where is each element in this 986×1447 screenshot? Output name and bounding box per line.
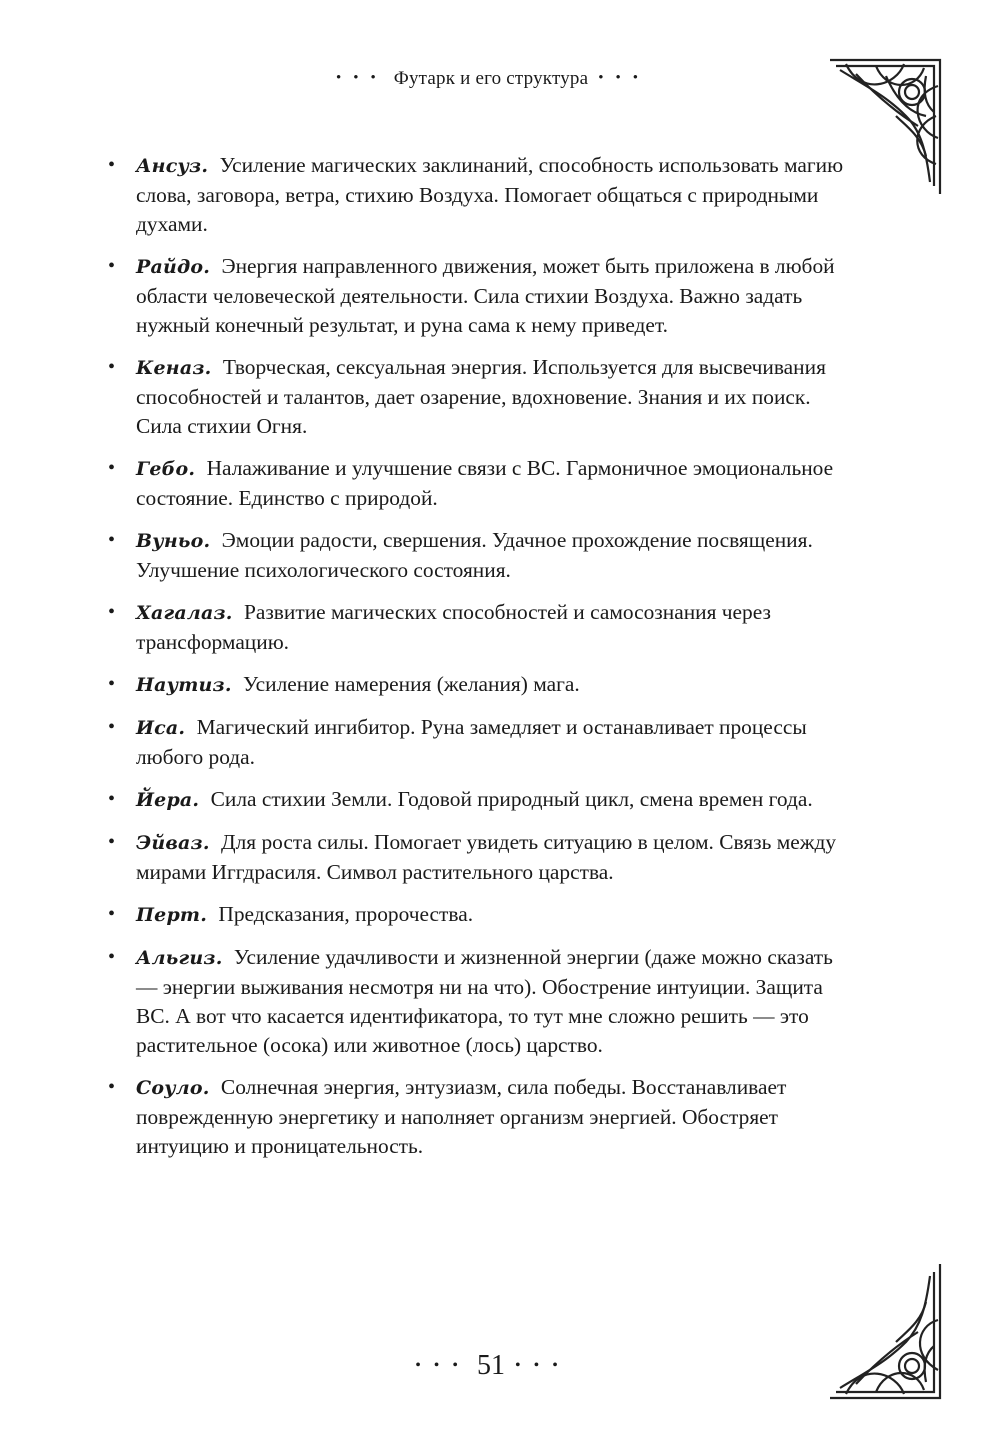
rune-term: Хагалаз. bbox=[136, 602, 233, 624]
footer-dots-right: ••• bbox=[515, 1357, 571, 1374]
rune-list bbox=[104, 151, 854, 1174]
bullet: • bbox=[108, 1076, 116, 1098]
list-item-raido bbox=[104, 252, 854, 340]
bullet: • bbox=[108, 946, 116, 968]
list-item-wunjo bbox=[104, 526, 854, 585]
rune-term: Альгиз. bbox=[136, 947, 223, 969]
rune-term: Гебо. bbox=[136, 458, 196, 480]
header-dots-left: ••• bbox=[336, 70, 388, 86]
rune-term: Вуньо. bbox=[136, 530, 211, 552]
list-item-ansuz bbox=[104, 151, 854, 239]
bullet: • bbox=[108, 601, 116, 623]
list-item-gebo bbox=[104, 454, 854, 513]
bullet: • bbox=[108, 903, 116, 925]
rune-term: Соуло. bbox=[136, 1077, 210, 1099]
page-number: 51 bbox=[477, 1350, 505, 1381]
list-item-hagalaz bbox=[104, 598, 854, 657]
rune-description: Усиление намерения (желания) мага. bbox=[243, 672, 580, 696]
list-item-sowilo bbox=[104, 1073, 854, 1161]
rune-description: Налаживание и улучшение связи с ВС. Гармоничное эмоциональное состояние. Единство с природой. bbox=[136, 456, 834, 510]
header-dots-right: ••• bbox=[598, 70, 650, 86]
rune-description: Развитие магических способностей и самосознания через трансформацию. bbox=[136, 600, 771, 654]
rune-description: Энергия направленного движения, может быть приложена в любой области человеческой деятельности. Сила стихии Воздуха. Важно задать нужный конечный результат, и руна сама к нему приведет. bbox=[136, 254, 835, 337]
footer-dots-left: ••• bbox=[415, 1357, 471, 1374]
bullet: • bbox=[108, 356, 116, 378]
list-item-isa bbox=[104, 713, 854, 772]
rune-description: Предсказания, пророчества. bbox=[218, 902, 474, 926]
rune-description: Для роста силы. Помогает увидеть ситуацию в целом. Связь между мирами Иггдрасиля. Символ растительного царства. bbox=[136, 830, 837, 884]
rune-term: Райдо. bbox=[136, 256, 211, 278]
bullet: • bbox=[108, 673, 116, 695]
bullet: • bbox=[108, 831, 116, 853]
list-item-kenaz bbox=[104, 353, 854, 441]
list-item-eihwaz bbox=[104, 828, 854, 887]
bullet: • bbox=[108, 457, 116, 479]
rune-term: Ансуз. bbox=[136, 155, 209, 177]
page-footer bbox=[0, 1350, 986, 1382]
rune-term: Йера. bbox=[136, 789, 200, 811]
rune-term: Иса. bbox=[136, 717, 186, 739]
running-header-title: Футарк и его структура bbox=[393, 68, 589, 89]
rune-description: Творческая, сексуальная энергия. Используется для высвечивания способностей и талантов, дает озарение, вдохновение. Знания и их поиск. Сила стихии Огня. bbox=[136, 355, 826, 438]
rune-description: Усиление удачливости и жизненной энергии (даже можно сказать — энергии выживания несмотря ни на что). Обострение интуиции. Защита ВС. А вот что касается идентификатора, то тут мне сложно решить — это растительное (осока) или животное (лось) царство. bbox=[136, 945, 833, 1057]
rune-term: Перт. bbox=[136, 904, 208, 926]
bullet: • bbox=[108, 529, 116, 551]
list-item-nauthiz bbox=[104, 670, 854, 700]
rune-term: Кеназ. bbox=[136, 357, 212, 379]
list-item-algiz bbox=[104, 943, 854, 1060]
bullet: • bbox=[108, 154, 116, 176]
list-item-perthro bbox=[104, 900, 854, 930]
bullet: • bbox=[108, 255, 116, 277]
bullet: • bbox=[108, 788, 116, 810]
rune-term: Эйваз. bbox=[136, 832, 210, 854]
rune-description: Магический ингибитор. Руна замедляет и останавливает процессы любого рода. bbox=[136, 715, 807, 769]
rune-term: Наутиз. bbox=[136, 674, 232, 696]
rune-description: Эмоции радости, свершения. Удачное прохождение посвящения. Улучшение психологического состояния. bbox=[136, 528, 813, 582]
list-item-jera bbox=[104, 785, 854, 815]
rune-description: Сила стихии Земли. Годовой природный цикл, смена времен года. bbox=[210, 787, 813, 811]
rune-description: Усиление магических заклинаний, способность использовать магию слова, заговора, ветра, стихию Воздуха. Помогает общаться с природными духами. bbox=[136, 153, 844, 236]
rune-description: Солнечная энергия, энтузиазм, сила победы. Восстанавливает поврежденную энергетику и наполняет организм энергией. Обостряет интуицию и проницательность. bbox=[136, 1075, 787, 1158]
bullet: • bbox=[108, 716, 116, 738]
